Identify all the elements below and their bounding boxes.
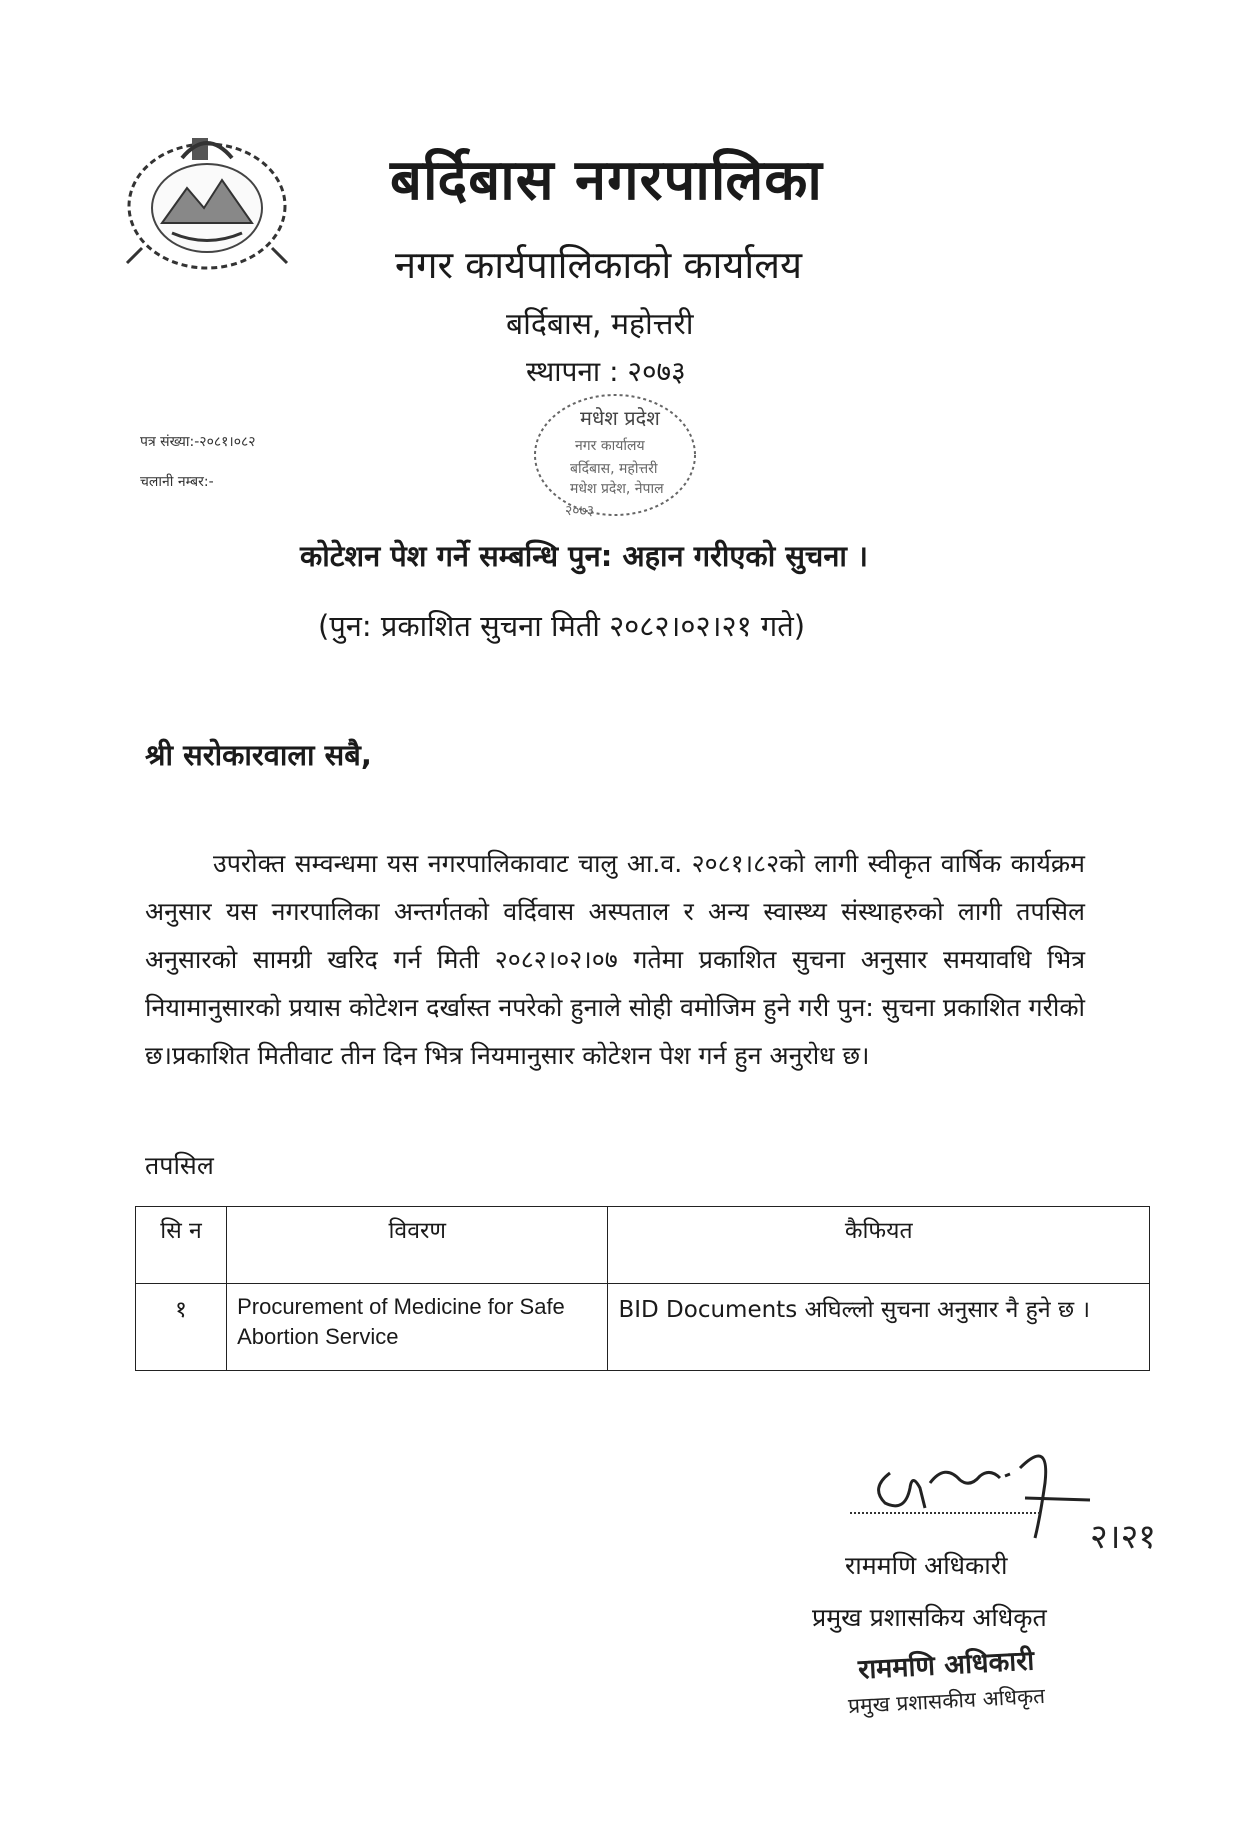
signer-title: प्रमुख प्रशासकिय अधिकृत [812, 1603, 1047, 1632]
handwritten-date: २।२१ [1090, 1517, 1156, 1557]
header-description: विवरण [227, 1207, 608, 1284]
notice-body: उपरोक्त सम्वन्धमा यस नगरपालिकावाट चालु आ.व. २०८१।८२को लागी स्वीकृत वार्षिक कार्यक्रम अनुसार यस नगरपालिका अन्तर्गतको वर्दिवास अस्पताल र अन्य स्वास्थ्य संस्थाहरुको लागी तपसिल अनुसारको सामग्री खरिद गर्न मिती २०८२।०२।०७ गतेमा प्रकाशित सुचना अनुसार समयावधि भित्र नियामानुसारको प्रयास कोटेशन दर्खास्त नपरेको हुनाले सोही वमोजिम हुने गरी पुन: सुचना प्रकाशित गरीको छ।प्रकाशित मितीवाट तीन दिन भित्र नियमानुसार कोटेशन पेश गर्न हुन अनुरोध छ। [145, 849, 1085, 1070]
svg-text:नगर कार्यालय: नगर कार्यालय [575, 438, 645, 454]
letter-number: पत्र संख्या:-२०८१।०८२ [140, 434, 256, 450]
header-remarks: कैफियत [608, 1207, 1150, 1284]
row-description: Procurement of Medicine for Safe Abortion Service [227, 1284, 608, 1371]
office-name: नगर कार्यपालिकाको कार्यालय [395, 243, 803, 287]
items-table [135, 1206, 1150, 1371]
signature-stamp-name: राममणि अधिकारी [857, 1645, 1036, 1686]
notice-title: कोटेशन पेश गर्ने सम्बन्धि पुन: अहान गरीएको सुचना । [300, 539, 869, 573]
table-row [136, 1284, 1150, 1371]
signer-name: राममणि अधिकारी [845, 1551, 1008, 1580]
nepal-emblem-logo [112, 128, 302, 278]
svg-text:मधेश प्रदेश, नेपाल: मधेश प्रदेश, नेपाल [570, 481, 664, 497]
row-remarks: BID Documents अघिल्लो सुचना अनुसार नै हुने छ । [608, 1284, 1150, 1371]
details-label: तपसिल [145, 1151, 214, 1180]
svg-text:बर्दिबास, महोत्तरी: बर्दिबास, महोत्तरी [570, 461, 658, 477]
municipality-title: बर्दिबास नगरपालिका [390, 148, 823, 213]
establishment-year: स्थापना : २०७३ [526, 355, 686, 388]
header-serial: सि न [136, 1207, 227, 1284]
salutation: श्री सरोकारवाला सबै, [145, 738, 372, 772]
table-header-row [136, 1207, 1150, 1284]
signature-stamp-title: प्रमुख प्रशासकीय अधिकृत [847, 1683, 1046, 1719]
dispatch-number: चलानी नम्बर:- [140, 474, 214, 490]
office-address: बर्दिबास, महोत्तरी [506, 307, 694, 342]
office-seal-stamp [520, 385, 710, 525]
svg-text:२०७३: २०७३ [565, 503, 595, 519]
signature-line [850, 1512, 1040, 1514]
svg-text:मधेश प्रदेश: मधेश प्रदेश [580, 406, 660, 430]
row-serial: १ [136, 1284, 227, 1371]
republish-date: (पुन: प्रकाशित सुचना मिती २०८२।०२।२१ गते) [318, 609, 806, 643]
